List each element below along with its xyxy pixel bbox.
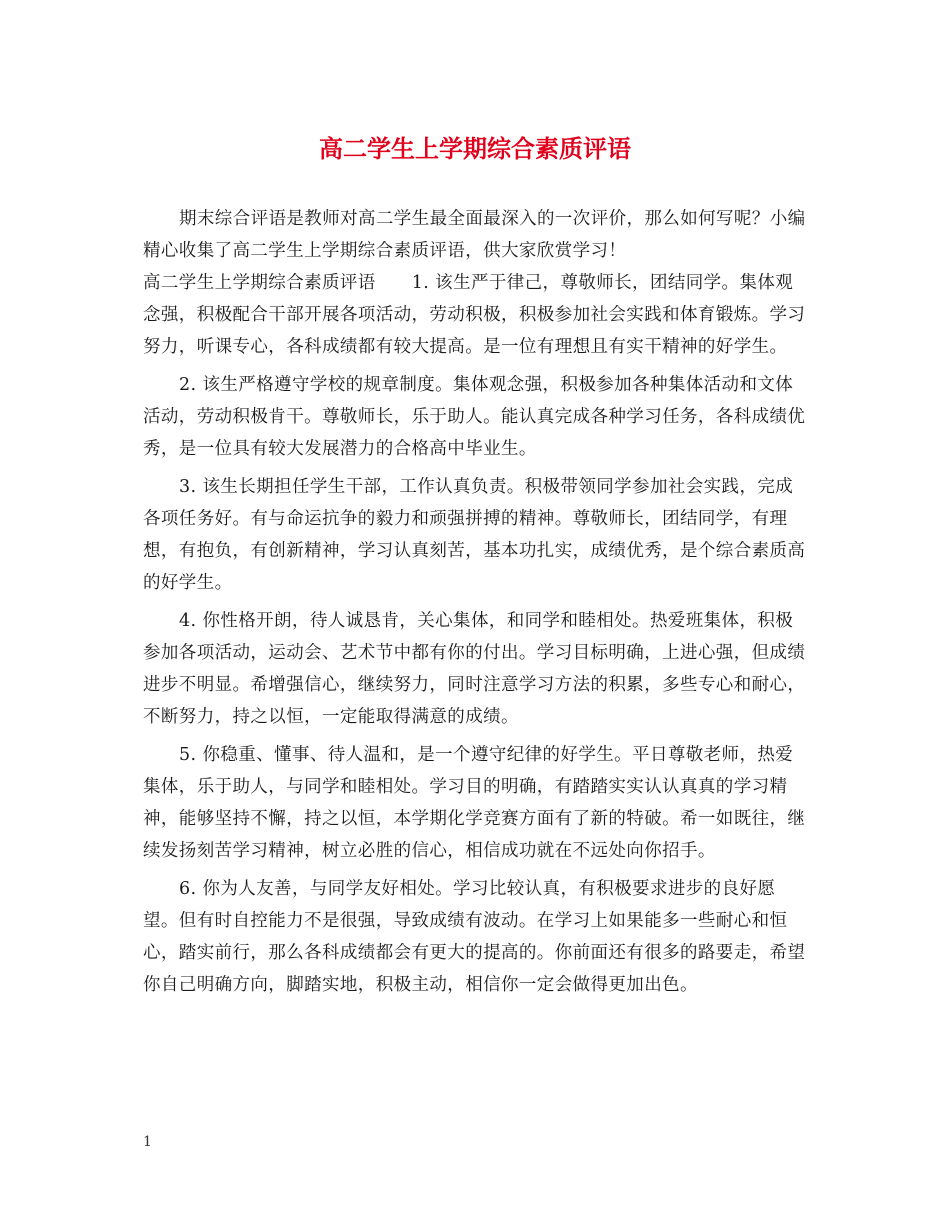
list-item: [143, 267, 807, 363]
intro-paragraph: 期末综合评语是教师对高二学生最全面最深入的一次评价，那么如何写呢？小编精心收集了高二学生上学期综合素质评语，供大家欣赏学习！: [143, 209, 806, 261]
section-heading: 高二学生上学期综合素质评语: [143, 273, 376, 293]
list-item: 3. 该生长期担任学生干部，工作认真负责。积极带领同学参加社会实践，完成各项任务好。有与命运抗争的毅力和顽强拼搏的精神。尊敬师长，团结同学，有理想，有抱负，有创新精神，学习认真刻苦，基本功扎实，成绩优秀，是个综合素质高的好学生。: [143, 477, 806, 593]
document-body: [143, 203, 807, 1007]
list-item: 4. 你性格开朗，待人诚恳肯，关心集体，和同学和睦相处。热爱班集体，积极参加各项活动，运动会、艺术节中都有你的付出。学习目标明确，上进心强，但成绩进步不明显。希增强信心，继续努力，同时注意学习方法的积累，多些专心和耐心，不断努力，持之以恒，一定能取得满意的成绩。: [143, 611, 806, 727]
list-item-text: 1. 该生严于律己，尊敬师长，团结同学。集体观念强，积极配合干部开展各项活动，劳动积极，积极参加社会实践和体育锻炼。学习努力，听课专心，各科成绩都有较大提高。是一位有理想且有实干精神的好学生。: [143, 273, 806, 357]
list-item: 6. 你为人友善，与同学友好相处。学习比较认真，有积极要求进步的良好愿望。但有时自控能力不是很强，导致成绩有波动。在学习上如果能多一些耐心和恒心，踏实前行，那么各科成绩都会有更大的提高的。你前面还有很多的路要走，希望你自己明确方向，脚踏实地，积极主动，相信你一定会做得更加出色。: [143, 879, 806, 995]
list-item: 2. 该生严格遵守学校的规章制度。集体观念强，积极参加各种集体活动和文体活动，劳动积极肯干。尊敬师长，乐于助人。能认真完成各种学习任务，各科成绩优秀，是一位具有较大发展潜力的合格高中毕业生。: [143, 375, 806, 459]
page-title: 高二学生上学期综合素质评语: [319, 135, 631, 163]
list-item: 5. 你稳重、懂事、待人温和，是一个遵守纪律的好学生。平日尊敬老师，热爱集体，乐于助人，与同学和睦相处。学习目的明确，有踏踏实实认认真真的学习精神，能够坚持不懈，持之以恒，本学期化学竞赛方面有了新的特破。希一如既往，继续发扬刻苦学习精神，树立必胜的信心，相信成功就在不远处向你招手。: [143, 745, 806, 861]
page-number: 1: [143, 1134, 152, 1150]
